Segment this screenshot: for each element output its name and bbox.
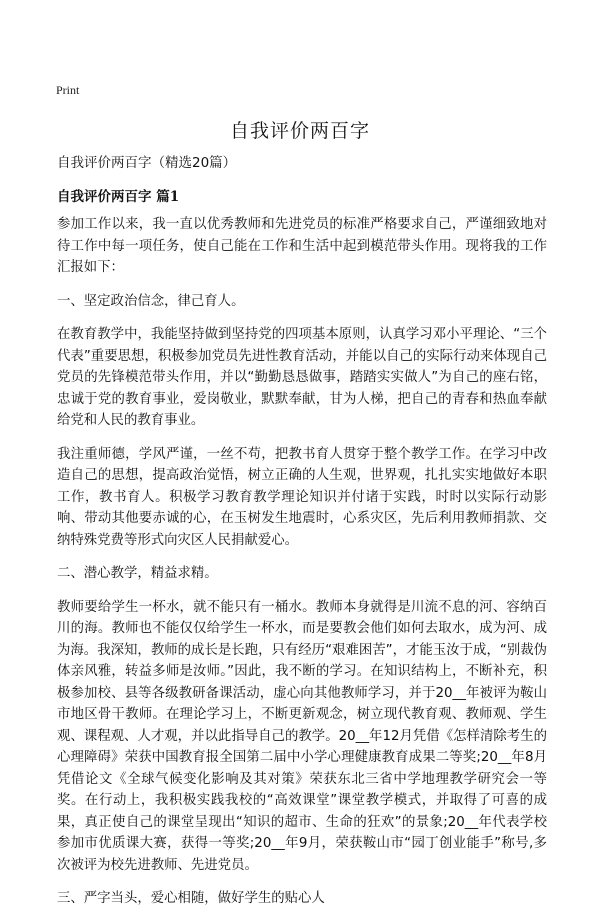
subheading-2: 二、潜心教学，精益求精。 [57,566,218,581]
print-label: Print [56,83,80,97]
paragraph-2: 在教育教学中，我能坚持做到坚持党的四项基本原则，认真学习邓小平理论、“三个代表”重要思想，积极参加党员先进性教育活动，并能以自己的实际行动来体现自己党员的先锋模范带头作用，并以“勤勤恳恳做事，踏踏实实做人”为自己的座右铭，忠诚于党的教育事业，爱岗敬业，默默奉献，甘为人梯，把自己的青春和热血奉献给党和人民的教育事业。 [57,327,547,428]
page-title: 自我评价两百字 [229,120,370,142]
document-body [57,214,547,922]
document-subtitle: 自我评价两百字（精选20篇） [57,155,237,171]
paragraph-5: 教师要给学生一杯水，就不能只有一桶水。教师本身就得是川流不息的河、容纳百川的海。教师也不能仅仅给学生一杯水，而是要教会他们如何去取水，成为河、成为海。我深知，教师的成长是长跑，只有经历“艰难困苦”，才能玉汝于成，“别裁伪体亲风雅，转益多师是汝师。”因此，我不断的学习。在知识结构上，不断补充，积极参加校、县等各级教研备课活动，虚心向其他教师学习，并于20__年被评为鞍山市地区骨干教师。在理论学习上，不断更新观念，树立现代教育观、教师观、学生观、课程观、人才观，并以此指导自己的教学。20__年12月凭借《怎样清除考生的心理障碍》荣获中国教育报全国第二届中小学心理健康教育成果二等奖;20__年8月凭借论文《全球气候变化影响及其对策》荣获东北三省中学地理教学研究会一等奖。在行动上，我积极实践我校的“高效课堂”课堂教学模式，并取得了可喜的成果，真正使自己的课堂呈现出“知识的超市、生命的狂欢”的景象;20__年代表学校参加市优质课大赛，获得一等奖;20__年9月，荣获鞍山市“园丁创业能手”称号,多次被评为校先进教师、先进党员。 [57,599,547,873]
section-heading: 自我评价两百字 篇1 [57,189,180,205]
subheading-3: 三、严字当头，爱心相随，做好学生的贴心人 [57,891,325,906]
paragraph-intro: 参加工作以来，我一直以优秀教师和先进党员的标准严格要求自己，严谨细致地对待工作中每一项任务，使自己能在工作和生活中起到模范带头作用。现将我的工作汇报如下： [57,217,547,275]
paragraph-3: 我注重师德，学风严谨，一丝不苟，把教书育人贯穿于整个教学工作。在学习中改造自己的思想，提高政治觉悟，树立正确的人生观，世界观，扎扎实实地做好本职工作，教书育人。积极学习教育教学理论知识并付诸于实践，时时以实际行动影响、带动其他要赤诚的心，在玉树发生地震时，心系灾区，先后利用教师捐款、交纳特殊党费等形式向灾区人民捐献爱心。 [57,446,547,548]
subheading-1: 一、坚定政治信念，律己育人。 [57,293,245,309]
